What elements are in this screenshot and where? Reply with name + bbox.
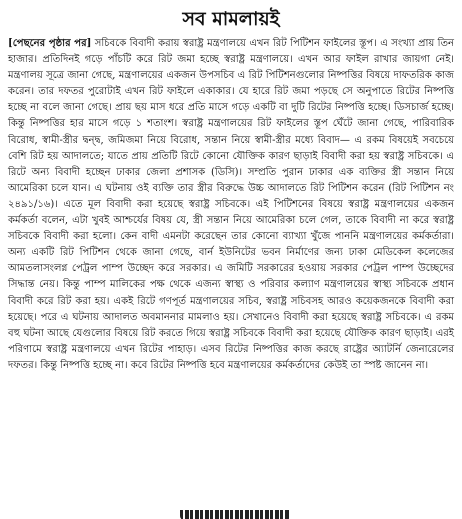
cut-off-footer-text (180, 510, 290, 519)
article-body-text: সচিবকে বিবাদী করায় স্বরাষ্ট্র মন্ত্রণালয়ে এখন রিট পিটিশন ফাইলের স্তূপ। এ সংখ্যা প্রায় তিন হাজার। প্রতিদিনই গড়ে পাঁচটি করে রিট জমা হচ্ছে স্বরাষ্ট্র মন্ত্রণালয়ে। এখন আর ফাইল রাখার জায়গা নেই। মন্ত্রণালয় সূত্রে জানা গেছে, মন্ত্রণালয়ের একজন উপসচিব এ রিট পিটিশনগুলোর নিষ্পত্তির বিষয়ে দাফতরিক কাজ করেন। তার দফতর পুরোটাই এখন রিট ফাইলে একাকার। যে হারে রিট জমা পড়ছে সে অনুপাতে রিটের নিষ্পত্তি হচ্ছে না বলে জানা গেছে। প্রায় ছয় মাস ধরে প্রতি মাসে গড়ে একটি বা দুটি রিটের নিষ্পত্তি হচ্ছে। ডিসচার্জ হচ্ছে। কিন্তু নিষ্পত্তির হার মাসে গড়ে ১ শতাংশ। স্বরাষ্ট্র মন্ত্রণালয়ের রিট ফাইলের স্তূপ ঘেঁটে জানা গেছে, পারিবারিক বিরোধ, স্বামী-স্ত্রীর দ্বন্দ্ব, জমিজমা নিয়ে বিরোধ, সন্তান নিয়ে স্বামী-স্ত্রীর মধ্যে বিবাদ— এ রকম বিষয়েই সবচেয়ে বেশি রিট হয় আদালতে; যাতে প্রায় প্রতিটি রিটে কোনো যৌক্তিক কারণ ছাড়াই বিবাদী করা হয় স্বরাষ্ট্র সচিবকে। এ রিটে অন্য বিবাদী হচ্ছেন ঢাকার জেলা প্রশাসক (ডিসি)। সম্প্রতি পুরান ঢাকার এক ব্যক্তির স্ত্রী সন্তান নিয়ে আমেরিকা চলে যান। এ ঘটনায় ওই ব্যক্তি তার স্ত্রীর বিরুদ্ধে উচ্চ আদালতে রিট পিটিশন করেন (রিট পিটিশন নং ২৪৯১/১৬)। এতে মূল বিবাদী করা হয়েছে স্বরাষ্ট্র সচিবকে। এই পিটিশনের বিষয়ে স্বরাষ্ট্র মন্ত্রণালয়ের একজন কর্মকর্তা বলেন, এটা খুবই আশ্চর্যের বিষয় যে, স্ত্রী সন্তান নিয়ে আমেরিকা চলে গেল, তাকে বিবাদী না করে স্বরাষ্ট্র সচিবকে বিবাদী করা হলো। কেন বাদী এমনটা করেছেন তার কোনো ব্যাখ্যা খুঁজে পাননি মন্ত্রণালয়ের কর্মকর্তারা। অন্য একটি রিট পিটিশন থেকে জানা গেছে, বার্ন ইউনিটের ভবন নির্মাণের জন্য ঢাকা মেডিকেল কলেজের আমতলাসংলগ্ন পেট্রল পাম্প উচ্ছেদ করে সরকার। এ জমিটি সরকারের হওয়ায় সরকার পেট্রল পাম্প উচ্ছেদের সিদ্ধান্ত নেয়। কিন্তু পাম্প মালিকের পক্ষ থেকে এজন্য স্বাস্থ্য ও পরিবার কল্যাণ মন্ত্রণালয়ের স্বাস্থ্য সচিবকে প্রধান বিবাদী করে রিট করা হয়। একই রিটে গণপূর্ত মন্ত্রণালয়ের সচিব, স্বরাষ্ট্র সচিবসহ আরও কয়েকজনকে বিবাদী করা হয়েছে। পরে এ ঘটনায় আদালত অবমাননার মামলাও হয়। সেখানেও বিবাদী করা হয়েছে স্বরাষ্ট্র সচিবকে। এ রকম বহু ঘটনা আছে যেগুলোর বিষয়ে রিট করতে গিয়ে স্বরাষ্ট্র সচিবকে বিবাদী করা হয়েছে যৌক্তিক কারণ ছাড়াই। এরই পরিণামে স্বরাষ্ট্র মন্ত্রণালয়ে এখন রিটের পাহাড়। এসব রিটের নিষ্পত্তির কাজ করছে রাষ্ট্রের অ্যাটর্নি জেনারেলের দফতর। কিন্তু নিষ্পত্তি হচ্ছে না। কবে রিটের নিষ্পত্তি হবে মন্ত্রণালয়ের কর্মকর্তাদের কেউই তা স্পষ্ট জানেন না। (8, 38, 455, 371)
article-body (8, 36, 454, 374)
continuation-marker: [পেছনের পৃষ্ঠার পর] (8, 38, 92, 49)
headline: সব মামলায়ই (182, 8, 280, 30)
